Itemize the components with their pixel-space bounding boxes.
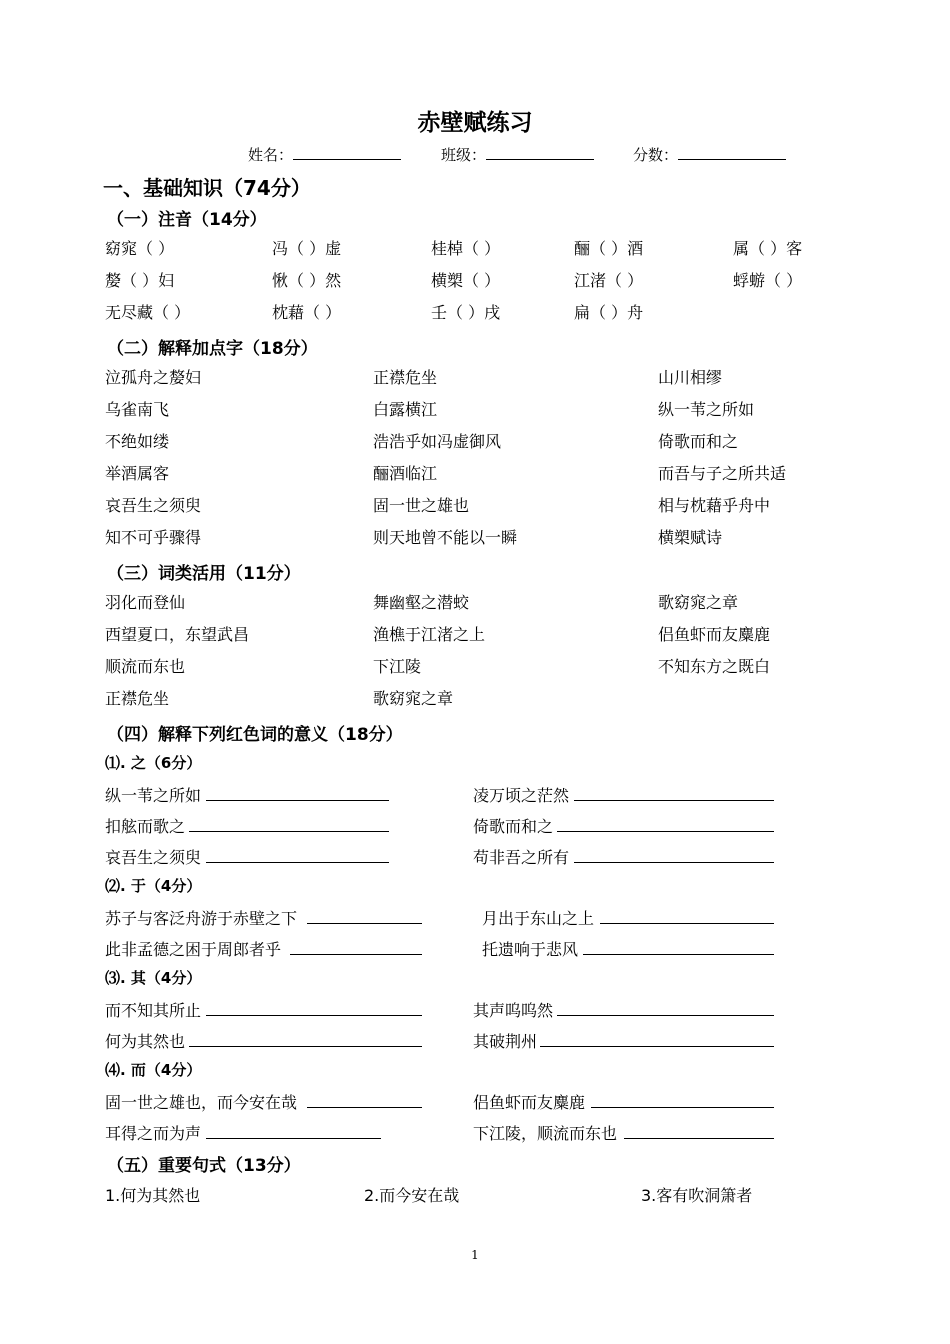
answer-line[interactable] (540, 1046, 774, 1047)
word-item: 则天地曾不能以一瞬 (373, 528, 518, 547)
answer-line[interactable] (206, 1138, 381, 1139)
part2-heading: （二）解释加点字（18分） (107, 339, 318, 359)
answer-line[interactable] (557, 831, 774, 832)
sub-heading: ⑴. 之（6分） (105, 754, 202, 772)
pinyin-item: 枕藉（ ） (272, 303, 342, 322)
pinyin-item: 桂棹（ ） (431, 239, 501, 258)
sentence: 侣鱼虾而友麋鹿 (473, 1093, 586, 1112)
word-item: 举酒属客 (105, 464, 170, 483)
sentence: 耳得之而为声 (105, 1124, 202, 1143)
word-item: 白露横江 (373, 400, 438, 419)
sentence: 哀吾生之须臾 (105, 848, 202, 867)
word-item: 知不可乎骤得 (105, 528, 202, 547)
pattern-item: 1.何为其然也 (105, 1186, 201, 1205)
part1-heading: （一）注音（14分） (107, 210, 267, 230)
answer-line[interactable] (574, 800, 774, 801)
usage-item: 顺流而东也 (105, 657, 186, 676)
word-item: 酾酒临江 (373, 464, 438, 483)
word-item: 横槊赋诗 (658, 528, 723, 547)
pinyin-item: 属（ ）客 (733, 239, 803, 258)
part5-heading: （五）重要句式（13分） (107, 1156, 301, 1176)
pinyin-item: 酾（ ）酒 (574, 239, 644, 258)
usage-item: 舞幽壑之潜蛟 (373, 593, 470, 612)
sentence: 其声呜呜然 (473, 1001, 554, 1020)
pinyin-item: 横槊（ ） (431, 271, 501, 290)
answer-line[interactable] (600, 923, 774, 924)
page-number: 1 (471, 1248, 479, 1262)
answer-line[interactable] (189, 831, 389, 832)
sentence: 托遗响于悲风 (482, 940, 579, 959)
answer-line[interactable] (574, 862, 774, 863)
sentence: 扣舷而歌之 (105, 817, 186, 836)
page-title: 赤壁赋练习 (417, 110, 533, 136)
sentence: 固一世之雄也，而今安在哉 (105, 1093, 298, 1112)
answer-line[interactable] (307, 923, 422, 924)
sentence: 苏子与客泛舟游于赤壁之下 (105, 909, 298, 928)
usage-item: 歌窈窕之章 (373, 689, 454, 708)
class-field[interactable]: 班级： (441, 144, 594, 165)
answer-line[interactable] (591, 1107, 774, 1108)
sentence: 何为其然也 (105, 1032, 186, 1051)
word-item: 纵一苇之所如 (658, 400, 755, 419)
pinyin-item: 无尽藏（ ） (105, 303, 191, 322)
sentence: 其破荆州 (473, 1032, 538, 1051)
sub-heading: ⑵. 于（4分） (105, 877, 202, 895)
sentence: 下江陵，顺流而东也 (473, 1124, 618, 1143)
word-item: 浩浩乎如冯虚御风 (373, 432, 502, 451)
word-item: 山川相缪 (658, 368, 723, 387)
answer-line[interactable] (206, 800, 389, 801)
usage-item: 不知东方之既白 (658, 657, 771, 676)
answer-line[interactable] (189, 1046, 422, 1047)
word-item: 倚歌而和之 (658, 432, 739, 451)
usage-item: 下江陵 (373, 657, 422, 676)
word-item: 不绝如缕 (105, 432, 170, 451)
pinyin-item: 蜉蝣（ ） (733, 271, 803, 290)
answer-line[interactable] (206, 1015, 422, 1016)
pinyin-item: 壬（ ）戌 (431, 303, 501, 322)
answer-line[interactable] (290, 954, 422, 955)
word-item: 固一世之雄也 (373, 496, 470, 515)
pinyin-item: 江渚（ ） (574, 271, 644, 290)
pinyin-item: 扁（ ）舟 (574, 303, 644, 322)
sentence: 凌万顷之茫然 (473, 786, 570, 805)
answer-line[interactable] (583, 954, 774, 955)
word-item: 正襟危坐 (373, 368, 438, 387)
part4-heading: （四）解释下列红色词的意义（18分） (107, 725, 403, 745)
answer-line[interactable] (307, 1107, 422, 1108)
word-item: 哀吾生之须臾 (105, 496, 202, 515)
usage-item: 渔樵于江渚之上 (373, 625, 486, 644)
usage-item: 羽化而登仙 (105, 593, 186, 612)
word-item: 而吾与子之所共适 (658, 464, 787, 483)
part3-heading: （三）词类活用（11分） (107, 564, 301, 584)
sub-heading: ⑷. 而（4分） (105, 1061, 202, 1079)
pinyin-item: 嫠（ ）妇 (105, 271, 175, 290)
sentence: 而不知其所止 (105, 1001, 202, 1020)
sentence: 倚歌而和之 (473, 817, 554, 836)
usage-item: 歌窈窕之章 (658, 593, 739, 612)
answer-line[interactable] (206, 862, 389, 863)
word-item: 泣孤舟之嫠妇 (105, 368, 202, 387)
sub-heading: ⑶. 其（4分） (105, 969, 202, 987)
pattern-item: 3.客有吹洞箫者 (641, 1186, 753, 1205)
pattern-item: 2.而今安在哉 (364, 1186, 460, 1205)
section-heading: 一、基础知识（74分） (103, 176, 311, 200)
word-item: 乌雀南飞 (105, 400, 170, 419)
score-field[interactable]: 分数： (633, 144, 786, 165)
word-item: 相与枕藉乎舟中 (658, 496, 771, 515)
answer-line[interactable] (557, 1015, 774, 1016)
pinyin-item: 愀（ ）然 (272, 271, 342, 290)
sentence: 此非孟德之困于周郎者乎 (105, 940, 282, 959)
sentence: 苟非吾之所有 (473, 848, 570, 867)
pinyin-item: 窈窕（ ） (105, 239, 175, 258)
sentence: 纵一苇之所如 (105, 786, 202, 805)
usage-item: 侣鱼虾而友麋鹿 (658, 625, 771, 644)
answer-line[interactable] (624, 1138, 774, 1139)
usage-item: 正襟危坐 (105, 689, 170, 708)
pinyin-item: 冯（ ）虚 (272, 239, 342, 258)
usage-item: 西望夏口，东望武昌 (105, 625, 250, 644)
name-field[interactable]: 姓名： (248, 144, 401, 165)
sentence: 月出于东山之上 (482, 909, 595, 928)
